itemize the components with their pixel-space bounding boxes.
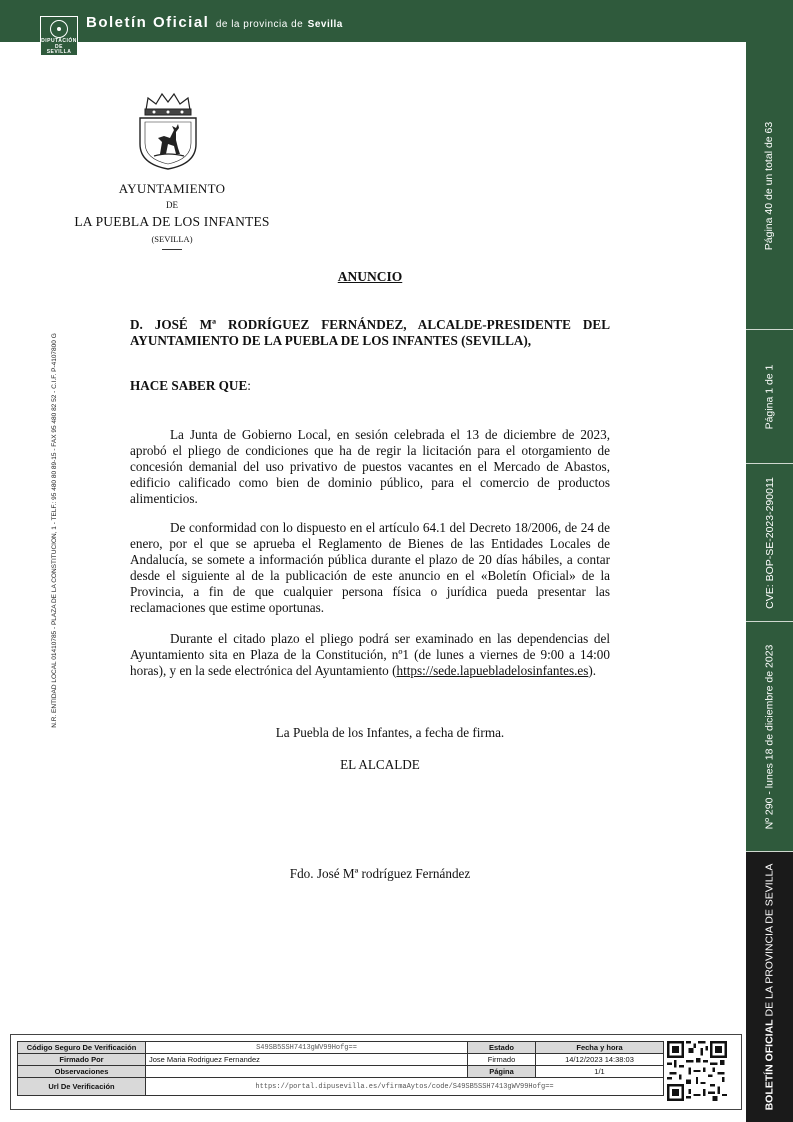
org-divider (162, 249, 182, 250)
org-line-2: DE (166, 200, 178, 210)
sidebar-bulletin-name (746, 852, 793, 1122)
place-date: La Puebla de los Infantes, a fecha de firma. (275, 725, 505, 740)
bulletin-title (86, 14, 343, 32)
hace-saber-label: HACE SABER QUE (130, 378, 248, 393)
estado-value: Firmado (468, 1054, 536, 1066)
sede-electronica-link[interactable]: https://sede.lapuebladelosinfantes.es (396, 663, 589, 678)
obs-value (146, 1066, 468, 1078)
hace-saber-colon: : (247, 378, 251, 393)
document-heading: D. JOSÉ Mª RODRÍGUEZ FERNÁNDEZ, ALCALDE-PRESIDENTE DEL AYUNTAMIENTO DE LA PUEBLA DE LOS INFANTES (SEVILLA), (130, 317, 610, 348)
sidebar-issue-text: Nº 290 - lunes 18 de diciembre de 2023 (763, 644, 776, 829)
fecha-header: Fecha y hora (536, 1042, 664, 1054)
table-row (18, 1078, 664, 1096)
town-coat-of-arms-icon (134, 92, 202, 170)
hace-saber (130, 378, 610, 394)
paragraph-3-end: ). (588, 663, 597, 678)
right-sidebar (746, 42, 793, 1122)
obs-label: Observaciones (18, 1066, 146, 1078)
paragraph-2: De conformidad con lo dispuesto en el artículo 64.1 del Decreto 18/2006, de 24 de enero, por el que se aprueba el Reglamento de Bienes de las Entidades Locales de Andalucía, se somete a información pública durante el plazo de 20 días hábiles, a contar desde el siguiente al de la publicación de este anuncio en el «Boletín Oficial» de la Provincia, a fin de que cualquier persona física o jurídica pueda presentar las reclamaciones que estime oportunas. (130, 520, 610, 615)
org-line-4: (SEVILLA) (151, 234, 193, 244)
paragraph-3 (130, 631, 610, 679)
verification-table (17, 1041, 664, 1096)
sidebar-page-local (746, 330, 793, 464)
signer-title: EL ALCALDE (340, 757, 420, 772)
table-row (18, 1066, 664, 1078)
estado-header: Estado (468, 1042, 536, 1054)
verification-box (10, 1034, 742, 1110)
bulletin-title-mid: de la provincia de (215, 19, 304, 30)
code-label: Código Seguro De Verificación (18, 1042, 146, 1054)
org-line-1: AYUNTAMIENTO (118, 181, 226, 196)
signed-value: Jose Maria Rodriguez Fernandez (146, 1054, 468, 1066)
left-margin-text: N.R. ENTIDAD LOCAL 01410785 - PLAZA DE LA CONSTITUCION, 1 - TELF.: 95 480 80 89-15 - FAX 95 480 82 52 - C.I.F. P-4107800 G (50, 332, 58, 728)
diputacion-logo-icon (40, 16, 78, 56)
paragraph-3-text: Durante el citado plazo el pliego podrá ser examinado en las dependencias del Ayuntamiento sita en Plaza de la Constitución, nº1 (de lunes a viernes de 9:00 a 14:00 horas), y en la sede electrónica del Ayuntamiento ( (130, 631, 610, 678)
sidebar-page-total-text: Página 40 de un total de 63 (763, 121, 776, 250)
sidebar-page-local-text: Página 1 de 1 (763, 364, 776, 429)
sidebar-cve-text: CVE: BOP-SE-2023-290011 (763, 476, 776, 609)
sidebar-issue (746, 622, 793, 852)
logo-text-top: DIPUTACIÓN (41, 38, 77, 44)
sidebar-page-total (746, 42, 793, 330)
bulletin-title-main: Boletín Oficial (86, 14, 210, 31)
signature-line: Fdo. José Mª rodríguez Fernández (289, 866, 471, 881)
sidebar-bulletin-text: BOLETÍN OFICIAL DE LA PROVINCIA DE SEVILLA (763, 863, 776, 1111)
pagina-value: 1/1 (536, 1066, 664, 1078)
left-margin-info (26, 320, 82, 740)
table-row (18, 1042, 664, 1054)
bulletin-title-place: Sevilla (307, 19, 343, 30)
sidebar-cve (746, 464, 793, 622)
pagina-header: Página (468, 1066, 536, 1078)
code-value: S49SB5SSH7413gWV99Hofg== (146, 1042, 468, 1054)
table-row (18, 1054, 664, 1066)
document-title: ANUNCIO (337, 269, 403, 284)
verification-url[interactable]: https://portal.dipusevilla.es/vfirmaAytos/code/S49SB5SSH7413gWV99Hofg== (146, 1078, 664, 1096)
logo-text-mid: DE (55, 44, 63, 50)
org-line-3: LA PUEBLA DE LOS INFANTES (74, 214, 270, 229)
paragraph-1: La Junta de Gobierno Local, en sesión celebrada el 13 de diciembre de 2023, aprobó el pliego de condiciones que ha de regir la licitación para el otorgamiento de concesión demanial del uso privativo de puestos vacantes en el Mercado de Abastos, edificio calificado como bien de dominio público, para el comercio de productos alimenticios. (130, 427, 610, 506)
logo-text-bottom: SEVILLA (46, 49, 72, 55)
logo-ring (50, 20, 68, 38)
fecha-value: 14/12/2023 14:38:03 (536, 1054, 664, 1066)
signed-label: Firmado Por (18, 1054, 146, 1066)
qr-code-icon[interactable] (667, 1041, 727, 1101)
url-label: Url De Verificación (18, 1078, 146, 1096)
